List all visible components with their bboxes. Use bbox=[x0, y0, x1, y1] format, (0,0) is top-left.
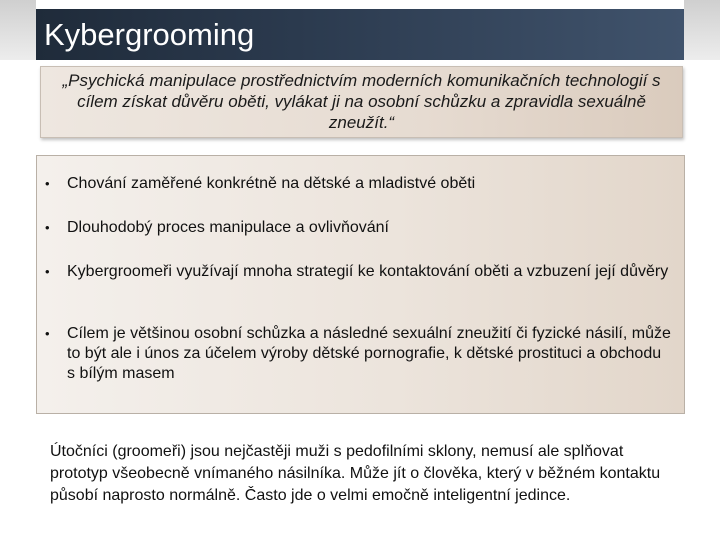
bullet-text: Chování zaměřené konkrétně na dětské a mladistvé oběti bbox=[67, 175, 476, 192]
header-decoration-right bbox=[684, 0, 720, 60]
footer-paragraph: Útočníci (groomeři) jsou nejčastěji muži s pedofilními sklony, nemusí ale splňovat prototyp všeobecně vnímaného násilníka. Může jít o člověka, který v běžném kontaktu působí naprosto normálně. Často jde o velmi emočně inteligentní jedince. bbox=[50, 443, 661, 504]
definition-quote: „Psychická manipulace prostřednictvím moderních komunikačních technologií s cílem získat důvěru oběti, vylákat ji na osobní schůzku a zpravidla sexuálně zneužít.“ bbox=[62, 71, 661, 132]
header-decoration-left bbox=[0, 0, 36, 60]
bullet-icon: • bbox=[45, 220, 50, 235]
definition-box bbox=[40, 66, 683, 138]
bullet-icon: • bbox=[45, 326, 50, 341]
title-bar bbox=[36, 9, 684, 60]
bullet-text: Kybergroomeři využívají mnoha strategií ke kontaktování oběti a vzbuzení její důvěry bbox=[67, 263, 669, 280]
bullet-icon: • bbox=[45, 176, 50, 191]
page-title: Kybergrooming bbox=[44, 17, 255, 52]
bullet-text: Dlouhodobý proces manipulace a ovlivňování bbox=[67, 219, 389, 236]
bullet-text: Cílem je většinou osobní schůzka a následné sexuální zneužití či fyzické násilí, může to být ale i únos za účelem výroby dětské pornografie, k dětské prostituci a obchodu s bílým masem bbox=[67, 325, 671, 382]
bullet-icon: • bbox=[45, 264, 50, 279]
bullet-box bbox=[36, 155, 685, 414]
